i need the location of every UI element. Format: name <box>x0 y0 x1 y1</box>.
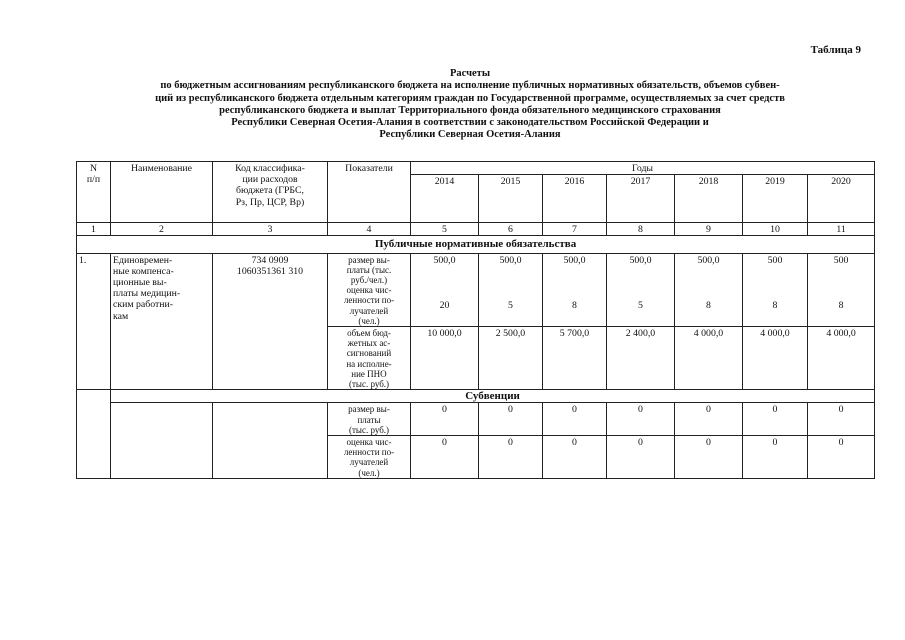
row-name <box>111 403 213 478</box>
value-cell: 0 <box>675 403 743 436</box>
year-cell: 2014 <box>411 175 479 223</box>
section-row <box>77 236 875 253</box>
value-cell: 0 <box>543 436 607 479</box>
value-cell: 0 <box>411 403 479 436</box>
value-cell: 0 <box>743 436 808 479</box>
column-number: 8 <box>607 223 675 236</box>
heading-line: Расчеты <box>449 68 491 79</box>
value-cell: 2 500,0 <box>479 327 543 390</box>
value-cell: 0 <box>808 436 875 479</box>
table-row <box>77 253 875 326</box>
row-number: 1. <box>77 253 111 390</box>
column-number: 6 <box>479 223 543 236</box>
year-cell: 2015 <box>479 175 543 223</box>
indicator-label: оценка чис- ленности по- лучателей (чел.) <box>328 436 411 479</box>
year-cell: 2020 <box>808 175 875 223</box>
indicator-label: размер вы- платы (тыс. руб.) <box>328 403 411 436</box>
value-cell: 5 700,0 <box>543 327 607 390</box>
column-number-row <box>77 223 875 236</box>
value-cell: 0 <box>411 436 479 479</box>
year-cell: 2018 <box>675 175 743 223</box>
year-cell: 2019 <box>743 175 808 223</box>
value-cell: 4 000,0 <box>743 327 808 390</box>
heading-line: Республики Северная Осетия-Алания в соответствии с законодательством Российской Федерации и <box>231 117 709 129</box>
table-row <box>77 403 875 436</box>
table-number-label: Таблица 9 <box>810 44 861 56</box>
value-cell: 500,0 8 <box>543 253 607 326</box>
heading-line: республиканского бюджета и выплат Территориального фонда обязательного медицинского страхования <box>219 104 721 116</box>
row-classification-code: 734 0909 1060351361 310 <box>213 253 328 390</box>
column-number: 11 <box>808 223 875 236</box>
header-row <box>77 162 875 175</box>
heading-line: по бюджетным ассигнованиям республиканского бюджета на исполнение публичных нормативных обязательств, объемов субвен- <box>160 80 780 92</box>
header-name: Наименование <box>111 162 213 223</box>
value-cell: 0 <box>479 403 543 436</box>
section-title-pno: Публичные нормативные обязательства <box>77 236 875 253</box>
row-name: Единовремен- ные компенса- ционные вы- платы медицин- ским работни- кам <box>111 253 213 390</box>
value-cell: 500 8 <box>808 253 875 326</box>
column-number: 2 <box>111 223 213 236</box>
value-cell: 0 <box>743 403 808 436</box>
value-cell: 0 <box>607 403 675 436</box>
year-cell: 2017 <box>607 175 675 223</box>
value-cell: 500 8 <box>743 253 808 326</box>
value-cell: 4 000,0 <box>808 327 875 390</box>
value-cell: 500,0 5 <box>479 253 543 326</box>
column-number: 3 <box>213 223 328 236</box>
column-number: 7 <box>543 223 607 236</box>
table-heading <box>40 68 900 142</box>
heading-line: ций из республиканского бюджета отдельным категориям граждан по Государственной программе, осуществляемых за счет средств <box>155 92 785 104</box>
year-cell: 2016 <box>543 175 607 223</box>
header-indicators: Показатели <box>328 162 411 223</box>
value-cell: 10 000,0 <box>411 327 479 390</box>
header-num: N п/п <box>77 162 111 223</box>
section-row <box>77 390 875 403</box>
header-code: Код классифика- ции расходов бюджета (ГРБС, Рз, Пр, ЦСР, Вр) <box>213 162 328 223</box>
value-cell: 500,0 20 <box>411 253 479 326</box>
value-cell: 0 <box>808 403 875 436</box>
value-cell: 500,0 5 <box>607 253 675 326</box>
indicator-label: объем бюд- жетных ас- сигнований на исполне- ние ПНО (тыс. руб.) <box>328 327 411 390</box>
value-cell: 0 <box>479 436 543 479</box>
column-number: 4 <box>328 223 411 236</box>
value-cell: 2 400,0 <box>607 327 675 390</box>
section-title-subv: Субвенции <box>111 390 875 403</box>
value-cell: 0 <box>607 436 675 479</box>
value-cell: 500,0 8 <box>675 253 743 326</box>
value-cell: 4 000,0 <box>675 327 743 390</box>
indicator-label: размер вы- платы (тыс. руб./чел.) оценка чис- ленности по- лучателей (чел.) <box>328 253 411 326</box>
column-number: 10 <box>743 223 808 236</box>
value-cell: 0 <box>543 403 607 436</box>
row-number <box>77 390 111 479</box>
header-years: Годы <box>411 162 875 175</box>
heading-line: Республики Северная Осетия-Алания <box>379 129 561 141</box>
column-number: 1 <box>77 223 111 236</box>
column-number: 9 <box>675 223 743 236</box>
value-cell: 0 <box>675 436 743 479</box>
column-number: 5 <box>411 223 479 236</box>
calculation-table <box>76 161 875 479</box>
row-classification-code <box>213 403 328 478</box>
